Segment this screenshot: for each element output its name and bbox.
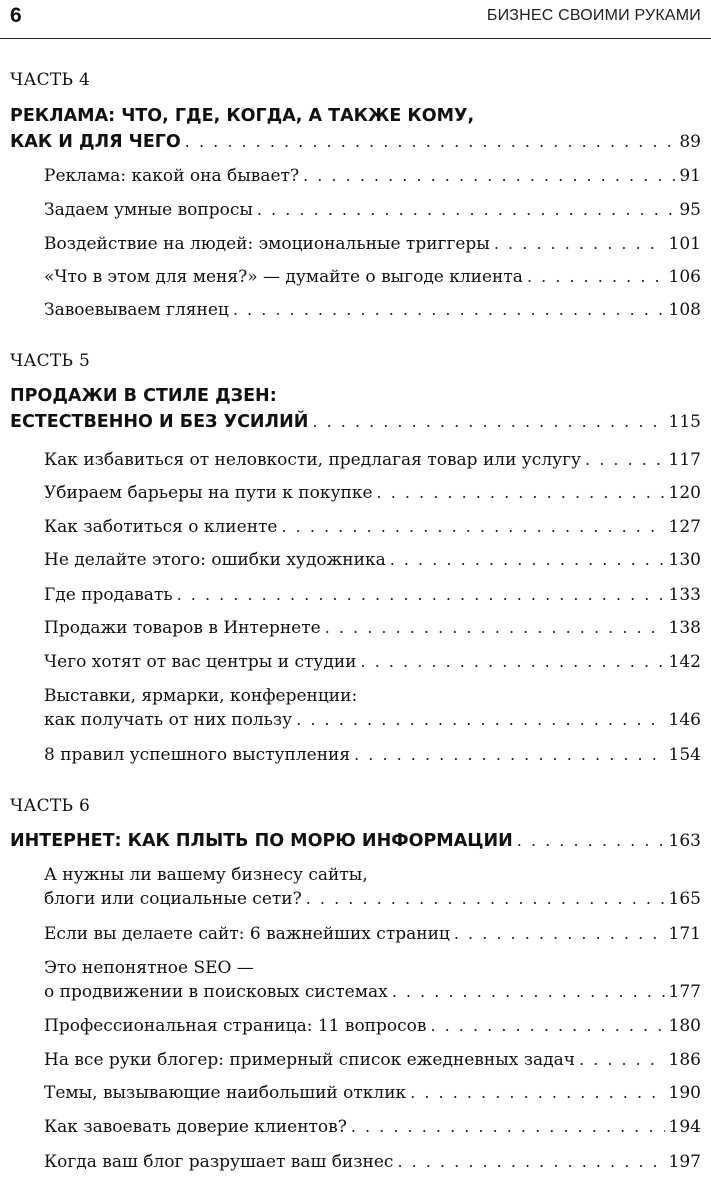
toc-entry[interactable]: Выставки, ярмарки, конференции: как получать от них пользу . . . 146: [44, 686, 701, 730]
toc-entry[interactable]: Профессиональная страница: 11 вопросов . . . 180: [44, 1016, 701, 1036]
part-title-line1: РЕКЛАМА: ЧТО, ГДЕ, КОГДА, А ТАКЖЕ КОМУ,: [10, 106, 475, 126]
toc-entry[interactable]: Темы, вызывающие наибольший отклик . . . 190: [44, 1083, 701, 1103]
part-title: ИНТЕРНЕТ: КАК ПЛЫТЬ ПО МОРЮ ИНФОРМАЦИИ . . . 163: [10, 831, 701, 851]
toc-entry[interactable]: Чего хотят от вас центры и студии . . . 142: [44, 652, 701, 672]
page-ref: 89: [679, 132, 701, 152]
toc-entry[interactable]: Где продавать . . . 133: [44, 585, 701, 605]
toc-entry[interactable]: Когда ваш блог разрушает ваш бизнес . . . 197: [44, 1152, 701, 1172]
part-title-line2: КАК И ДЛЯ ЧЕГО: [10, 132, 181, 152]
toc-entry[interactable]: Убираем барьеры на пути к покупке . . . 120: [44, 483, 701, 503]
toc-entry[interactable]: Реклама: какой она бывает? . . . 91: [44, 166, 701, 186]
toc-entry[interactable]: Как завоевать доверие клиентов? . . . 194: [44, 1117, 701, 1137]
toc-entry[interactable]: Если вы делаете сайт: 6 важнейших страниц . . . 171: [44, 924, 701, 944]
toc-entry[interactable]: Задаем умные вопросы . . . 95: [44, 200, 701, 220]
part-title-line1: ПРОДАЖИ В СТИЛЕ ДЗЕН:: [10, 386, 277, 406]
toc-entry[interactable]: Как заботиться о клиенте . . . 127: [44, 517, 701, 537]
part-label: ЧАСТЬ 6: [10, 796, 91, 816]
toc-entry[interactable]: Воздействие на людей: эмоциональные триггеры . . . 101: [44, 234, 701, 254]
part-title-line2: ЕСТЕСТВЕННО И БЕЗ УСИЛИЙ: [10, 412, 309, 432]
part-label: ЧАСТЬ 4: [10, 70, 91, 90]
leader-dots: [185, 132, 676, 152]
part-title-line: ИНТЕРНЕТ: КАК ПЛЫТЬ ПО МОРЮ ИНФОРМАЦИИ: [10, 831, 513, 851]
toc-entry[interactable]: Продажи товаров в Интернете . . . 138: [44, 618, 701, 638]
toc-entry[interactable]: «Что в этом для меня?» — думайте о выгоде клиента . . . 106: [44, 267, 701, 287]
toc-entry[interactable]: Это непонятное SEO — о продвижении в поисковых системах . . . 177: [44, 958, 701, 1002]
toc-entry[interactable]: Завоевываем глянец . . . 108: [44, 300, 701, 320]
part-title: [10, 106, 701, 152]
page-header: [0, 0, 711, 39]
toc-entry[interactable]: Как избавиться от неловкости, предлагая товар или услугу . . . 117: [44, 450, 701, 470]
toc-entry[interactable]: А нужны ли вашему бизнесу сайты, блоги или социальные сети? . . . 165: [44, 865, 701, 909]
page-number: 6: [10, 4, 22, 27]
toc-entry[interactable]: 8 правил успешного выступления . . . 154: [44, 745, 701, 765]
toc-entry[interactable]: На все руки блогер: примерный список ежедневных задач . . . 186: [44, 1050, 701, 1070]
running-head: БИЗНЕС СВОИМИ РУКАМИ: [486, 7, 701, 24]
toc-entry[interactable]: Не делайте этого: ошибки художника . . . 130: [44, 550, 701, 570]
part-label: ЧАСТЬ 5: [10, 351, 91, 371]
part-title: ПРОДАЖИ В СТИЛЕ ДЗЕН: ЕСТЕСТВЕННО И БЕЗ УСИЛИЙ . . . 115: [10, 386, 701, 432]
